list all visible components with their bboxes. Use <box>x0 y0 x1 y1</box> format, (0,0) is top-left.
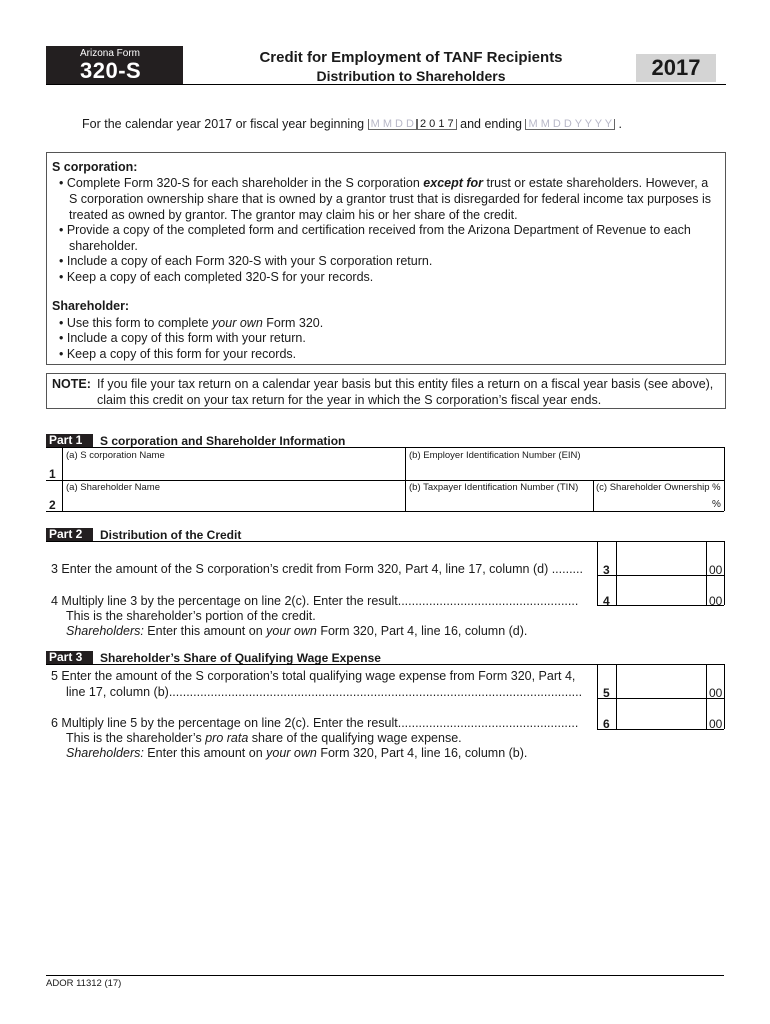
fy-begin-mmdd-field[interactable]: M M D D <box>368 119 417 130</box>
part2-num-col-right <box>616 541 617 605</box>
s-corp-name-field[interactable] <box>64 462 403 479</box>
part3-label: Part 3 <box>46 651 93 664</box>
part2-label: Part 2 <box>46 528 93 541</box>
form-label: Arizona Form <box>80 48 141 59</box>
line-3-cents: 00 <box>709 563 723 577</box>
shareholder-bullet-2: • Include a copy of this form with your return. <box>59 331 306 345</box>
line-1-number: 1 <box>49 467 56 481</box>
line-5-amount-field[interactable] <box>618 683 705 697</box>
s-corp-bullet-2-line2: shareholder. <box>69 239 138 253</box>
note-box <box>46 373 726 409</box>
shareholder-name-field[interactable] <box>64 494 403 510</box>
line-6-text: 6 Multiply line 5 by the percentage on line 2(c). Enter the result.................................................... <box>51 716 579 730</box>
line-4-amount-field[interactable] <box>618 590 705 604</box>
line-5-text-1: 5 Enter the amount of the S corporation’s total qualifying wage expense from Form 320, Part 4, <box>51 669 576 683</box>
shareholder-heading: Shareholder: <box>52 299 130 313</box>
part1-col-divider-2 <box>593 480 594 511</box>
line-3-amount-field[interactable] <box>618 560 705 574</box>
part3-num-col-left <box>597 664 598 729</box>
shareholder-bullet-1: • Use this form to complete your own Form 320. <box>59 316 324 330</box>
part1-top-rule <box>46 447 724 448</box>
note-line-2: claim this credit on your tax return for the year in which the S corporation’s fiscal year ends. <box>97 393 602 407</box>
line-3-rule <box>597 575 724 576</box>
line-5-text-2: line 17, column (b)....................................................................................................................... <box>66 685 583 699</box>
line-4-number: 4 <box>603 594 610 608</box>
line-3-text: 3 Enter the amount of the S corporation’s credit from Form 320, Part 4, line 17, column (d) ......... <box>51 562 583 576</box>
fy-end-date-field[interactable]: M M D D Y Y Y Y <box>525 119 615 130</box>
instructions-box <box>46 152 726 365</box>
note-line-1: If you file your tax return on a calendar year basis but this entity files a return on a fiscal year basis (see above), <box>97 377 714 391</box>
ein-field[interactable] <box>407 462 722 479</box>
fiscal-year-suffix: . <box>618 117 623 131</box>
ownership-caption: (c) Shareholder Ownership % <box>596 482 721 493</box>
part3-cents-divider <box>706 664 707 729</box>
line-4-cents: 00 <box>709 594 723 608</box>
part3-right-border <box>724 664 725 729</box>
s-corp-bullet-1-line3: treated as owned by grantor. The grantor may claim his or her share of the credit. <box>69 208 518 222</box>
part3-top-rule <box>46 664 724 665</box>
line-5-number: 5 <box>603 686 610 700</box>
part1-title: S corporation and Shareholder Information <box>100 434 346 448</box>
form-number-box <box>46 46 183 84</box>
shareholder-name-caption: (a) Shareholder Name <box>66 482 160 493</box>
note-label: NOTE: <box>52 377 91 391</box>
part1-bottom-rule <box>46 511 724 512</box>
line-4-sub-1: This is the shareholder’s portion of the credit. <box>66 609 316 623</box>
line-3-number: 3 <box>603 563 610 577</box>
s-corp-bullet-1: • Complete Form 320-S for each shareholder in the S corporation except for trust or estate shareholders. However, a <box>59 176 709 190</box>
tin-caption: (b) Taxpayer Identification Number (TIN) <box>409 482 579 493</box>
part2-top-rule <box>46 541 724 542</box>
line-6-cents: 00 <box>709 717 723 731</box>
form-subtitle: Distribution to Shareholders <box>316 68 506 84</box>
form-title: Credit for Employment of TANF Recipients <box>259 49 563 66</box>
form-code: ADOR 11312 (17) <box>46 978 122 989</box>
percent-sign: % <box>712 499 721 510</box>
fiscal-year-middle: and ending <box>460 117 522 131</box>
line-2-number: 2 <box>49 498 56 512</box>
line-6-amount-field[interactable] <box>618 714 705 728</box>
part1-right-border <box>724 447 725 511</box>
s-corp-bullet-3: • Include a copy of each Form 320-S with your S corporation return. <box>59 254 433 268</box>
line-6-sub-2: Shareholders: Enter this amount on your own Form 320, Part 4, line 16, column (b). <box>66 746 528 760</box>
form-number: 320-S <box>80 58 142 83</box>
part2-num-col-left <box>597 541 598 605</box>
part2-cents-divider <box>706 541 707 605</box>
part1-label: Part 1 <box>46 434 93 447</box>
s-corp-heading: S corporation: <box>52 160 138 174</box>
footer-rule <box>46 975 724 976</box>
line-5-rule <box>597 698 724 699</box>
part2-title: Distribution of the Credit <box>100 528 242 542</box>
part3-title: Shareholder’s Share of Qualifying Wage Expense <box>100 651 381 665</box>
line-4-text: 4 Multiply line 3 by the percentage on line 2(c). Enter the result.................................................... <box>51 594 579 608</box>
fy-begin-year-field[interactable]: 2 0 1 7 <box>417 119 457 130</box>
line-5-cents: 00 <box>709 686 723 700</box>
line-4-rule <box>597 605 724 606</box>
s-corp-bullet-4: • Keep a copy of each completed 320-S for your records. <box>59 270 374 284</box>
ein-caption: (b) Employer Identification Number (EIN) <box>409 450 581 461</box>
part2-right-border <box>724 541 725 605</box>
ownership-percent-field[interactable] <box>595 494 710 510</box>
shareholder-bullet-3: • Keep a copy of this form for your records. <box>59 347 297 361</box>
line-6-number: 6 <box>603 717 610 731</box>
s-corp-bullet-2: • Provide a copy of the completed form and certification received from the Arizona Department of Revenue to each <box>59 223 691 237</box>
header-rule <box>46 84 726 85</box>
fiscal-year-prefix: For the calendar year 2017 or fiscal year beginning <box>82 117 365 131</box>
s-corp-name-caption: (a) S corporation Name <box>66 450 165 461</box>
s-corp-bullet-1-line2: S corporation ownership share that is owned by a grantor trust that is disregarded for federal income tax purposes is <box>69 192 712 206</box>
tax-year-badge: 2017 <box>636 54 716 82</box>
line-6-sub-1: This is the shareholder’s pro rata share of the qualifying wage expense. <box>66 731 462 745</box>
part1-left-border <box>62 447 63 511</box>
line-6-rule <box>597 729 724 730</box>
tin-field[interactable] <box>407 494 591 510</box>
part1-mid-rule <box>46 480 724 481</box>
fiscal-year-line <box>82 117 622 131</box>
part3-num-col-right <box>616 664 617 729</box>
part1-col-divider <box>405 447 406 511</box>
line-4-sub-2: Shareholders: Enter this amount on your own Form 320, Part 4, line 16, column (d). <box>66 624 528 638</box>
